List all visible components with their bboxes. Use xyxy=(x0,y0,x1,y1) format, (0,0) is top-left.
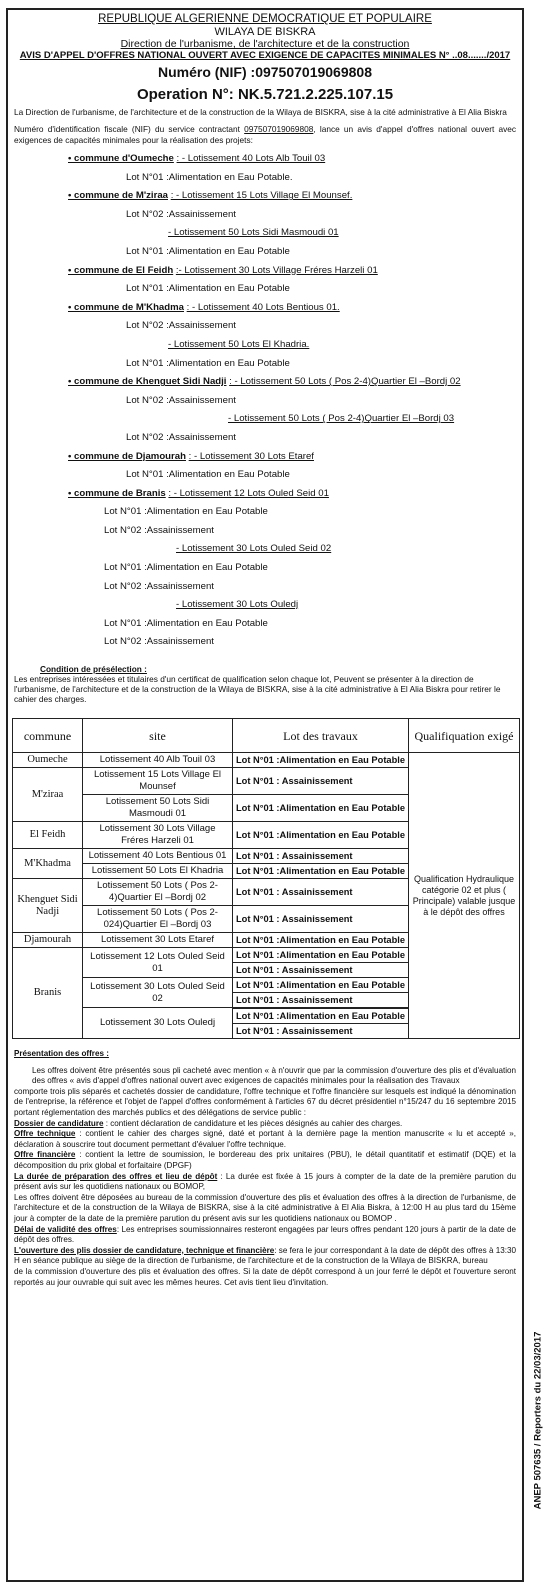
list-item xyxy=(8,373,522,392)
site-name: - Lotissement 30 Lots Ouled Seid 02 xyxy=(176,543,332,555)
site-name: - Lotissement 50 Lots ( Pos 2-4)Quartier El –Bordj 03 xyxy=(228,413,455,425)
list-item: Lot N°01 :Alimentation en Eau Potable xyxy=(104,617,268,629)
nif-number: Numéro (NIF) :097507019069808 xyxy=(157,64,372,80)
lot-cell: Lot N°01 : Assainissement xyxy=(233,993,409,1008)
list-item xyxy=(8,485,522,504)
list-item: Lot N°02 :Assainissement xyxy=(104,580,214,592)
offre-financiere xyxy=(14,1150,516,1171)
lot-cell: Lot N°01 : Assainissement xyxy=(233,906,409,933)
commune-cell: Oumeche xyxy=(13,753,83,768)
project-list xyxy=(8,150,522,652)
site-name: : - Lotissement 40 Lots Alb Touil 03 xyxy=(176,153,326,164)
list-item: Lot N°02 :Assainissement xyxy=(104,636,214,648)
site-cell: Lotissement 30 Lots Village Fréres Harzeli 01 xyxy=(83,822,233,849)
lot-cell: Lot N°01 :Alimentation en Eau Potable xyxy=(233,822,409,849)
site-cell: Lotissement 50 Lots ( Pos 2-024)Quartier El –Bordj 03 xyxy=(83,906,233,933)
column-header: Lot des travaux xyxy=(233,719,409,753)
delai-text: : Les entreprises soumissionnaires resteront engagées par leurs offres pendant 120 jours à partir de la date de dépôt des offres. xyxy=(14,1224,517,1245)
condition-text: Les entreprises intéressées et titulaires d'un certificat de qualification selon chaque lot, Peuvent se présenter à la direction de l'urbanisme, de l'architecture et de la construction de la Wilaya de BISKRA, sise à la cité administrative à El Alia Biskra pour retirer le cahier des charges. xyxy=(14,674,501,705)
site-cell: Lotissement 50 Lots Sidi Masmoudi 01 xyxy=(83,795,233,822)
ouverture-title: L'ouverture des plis dossier de candidature, technique et financière xyxy=(14,1245,275,1255)
site-name: : - Lotissement 15 Lots Village El Mounsef. xyxy=(170,190,353,202)
republic-title: REPUBLIQUE ALGERIENNE DEMOCRATIQUE ET POPULAIRE xyxy=(98,13,432,25)
intro-paragraph-2 xyxy=(14,124,516,146)
lot-cell: Lot N°01 : Assainissement xyxy=(233,1024,409,1039)
list-item xyxy=(8,540,522,559)
list-item xyxy=(8,596,522,615)
list-item xyxy=(8,262,522,281)
table-header-row xyxy=(13,719,520,753)
lot-cell: Lot N°01 :Alimentation en Eau Potable xyxy=(233,948,409,963)
commune-cell: M'ziraa xyxy=(13,768,83,822)
commune-name: • commune de M'ziraa xyxy=(68,190,169,202)
list-item: Lot N°02 :Assainissement xyxy=(104,524,214,536)
commune-cell: Djamourah xyxy=(13,933,83,948)
notice-frame xyxy=(6,8,524,1582)
site-cell: Lotissement 30 Lots Etaref xyxy=(83,933,233,948)
qualification-cell: Qualification Hydraulique catégorie 02 et plus ( Principale) valable jusque à le dépôt des offres xyxy=(409,753,520,1039)
table-row xyxy=(13,753,520,768)
lot-cell: Lot N°01 :Alimentation en Eau Potable xyxy=(233,753,409,768)
list-item: Lot N°01 :Alimentation en Eau Potable. xyxy=(126,171,293,183)
presentation-p3: Les offres doivent être déposées au bureau de la commission d'ouverture des plis et évaluation des offres à la direction de l'urbanisme, de l'architecture et de la construction de la Wilaya de BISKRA, sise à la cité administrative à El Alia Biskra, à 12:00 H au plus tard du 15ème jour à compter de la date de la première parution du présent avis sur les quotidiens nationaux ou BOMOP . xyxy=(14,1192,516,1223)
lot-cell: Lot N°01 : Assainissement xyxy=(233,849,409,864)
site-name: - Lotissement 50 Lots El Khadria. xyxy=(168,338,310,350)
offers-presentation xyxy=(8,1049,522,1288)
site-name: : - Lotissement 30 Lots Etaref xyxy=(188,450,314,462)
list-item: Lot N°01 :Alimentation en Eau Potable xyxy=(126,469,290,481)
lot-cell: Lot N°01 :Alimentation en Eau Potable xyxy=(233,864,409,879)
offre-financiere-title: Offre financière xyxy=(14,1150,76,1160)
list-item: Lot N°01 :Alimentation en Eau Potable xyxy=(104,506,268,518)
wilaya-title: WILAYA DE BISKRA xyxy=(214,26,316,38)
site-name: - Lotissement 30 Lots Ouledj xyxy=(176,599,299,611)
list-item xyxy=(8,224,522,243)
intro-text xyxy=(8,107,522,146)
commune-name: • commune de Djamourah xyxy=(68,450,186,462)
dossier-title: Dossier de candidature xyxy=(14,1118,104,1128)
presentation-p1: Les offres doivent être présentés sous pli cacheté avec mention « à n'ouvrir que par la commission d'ouverture des plis et d'évaluation des offres « avis d'appel d'offres national ouvert avec exigences de capacités minimales pour la réalisation des Travaux xyxy=(32,1065,516,1086)
lot-cell: Lot N°01 :Alimentation en Eau Potable xyxy=(233,795,409,822)
site-name: - Lotissement 50 Lots Sidi Masmoudi 01 xyxy=(168,227,339,239)
list-item: Lot N°02 :Assainissement xyxy=(126,394,236,406)
ouverture-text: : se fera le jour correspondant à la date de dépôt des offres à 13:30 H en séance publique au siège de la direction de l'urbanisme, de l'architecture et de la construction de la Wilaya de BISKRA, bureau xyxy=(14,1245,516,1266)
site-cell: Lotissement 40 Lots Bentious 01 xyxy=(83,849,233,864)
commune-cell: El Feidh xyxy=(13,822,83,849)
list-item xyxy=(8,336,522,355)
commune-name: • commune d'Oumeche xyxy=(68,153,174,164)
intro-paragraph-1: La Direction de l'urbanisme, de l'architecture et de la construction de la Wilaya de BISKRA, sise à la cité administrative à El Alia Biskra xyxy=(14,107,507,117)
lots-table xyxy=(12,718,520,1039)
offre-technique xyxy=(14,1129,516,1150)
duree-preparation xyxy=(14,1172,516,1193)
presentation-p4: de la commission d'ouverture des plis et évaluation des offres. Si la date de dépôt correspond à un jour ferré le dépôt et l'ouverture seront reportés au jour ouvrable qui suit avec les mêmes heures. Cet avis tient lieu d'invitation. xyxy=(14,1266,516,1287)
list-item: Lot N°01 :Alimentation en Eau Potable xyxy=(126,245,290,257)
lot-cell: Lot N°01 : Assainissement xyxy=(233,879,409,906)
list-item xyxy=(8,410,522,429)
site-cell: Lotissement 50 Lots El Khadria xyxy=(83,864,233,879)
publication-reference xyxy=(530,1260,546,1585)
offre-technique-title: Offre technique xyxy=(14,1129,76,1139)
lot-cell: Lot N°01 :Alimentation en Eau Potable xyxy=(233,1009,409,1024)
commune-cell: Khenguet Sidi Nadji xyxy=(13,879,83,933)
avis-title: AVIS D'APPEL D'OFFRES NATIONAL OUVERT AVEC EXIGENCE DE CAPACITES MINIMALES N° ..08......./2017 xyxy=(19,50,511,61)
presentation-p2: comporte trois plis séparés et cachetés dossier de candidature, l'offre technique et l'offre financière sur lesquels est indiqué la dénomination de l'entreprise, la référence et l'objet de l'appel d'offres conformément à l'articles 67 du décret présidentiel n°15/247 du 16 septembre 2015 portant réglementation des marchés publics et des délégations de service public : xyxy=(14,1086,516,1117)
lot-cell: Lot N°01 : Assainissement xyxy=(233,963,409,978)
commune-name: • commune de Khenguet Sidi Nadji xyxy=(68,376,227,388)
duree-text: : La durée est fixée à 15 jours à compter de la date de la première parution du présent avis sur les quotidiens nationaux ou BOMOP, xyxy=(14,1171,516,1192)
site-name: :- Lotissement 30 Lots Village Fréres Harzeli 01 xyxy=(175,264,378,276)
commune-cell: M'Khadma xyxy=(13,849,83,879)
column-header: site xyxy=(83,719,233,753)
intro-p2-start: Numéro d'identification fiscale (NIF) du service contractant xyxy=(14,124,245,134)
commune-name: • commune de M'Khadma xyxy=(68,301,184,313)
list-item: Lot N°02 :Assainissement xyxy=(126,320,236,332)
notice-header xyxy=(8,13,522,104)
site-name: : - Lotissement 50 Lots ( Pos 2-4)Quartier El –Bordj 02 xyxy=(229,376,461,388)
condition-title: Condition de présélection : xyxy=(40,664,147,675)
presentation-title: Présentation des offres : xyxy=(14,1049,109,1059)
site-cell: Lotissement 30 Lots Ouled Seid 02 xyxy=(83,978,233,1008)
dossier-text: : contient déclaration de candidature et les pièces désignés au cahier des charges. xyxy=(103,1118,403,1128)
offre-financiere-text: : contient la lettre de soumission, le bordereau des prix unitaires (PBU), le détail quantitatif et estimatif (DQE) et la décomposition du prix global et forfaitaire (DPGF) xyxy=(14,1150,517,1170)
commune-name: • commune de El Feidh xyxy=(68,264,174,276)
duree-title: La durée de préparation des offres et lieu de dépôt xyxy=(14,1171,218,1181)
site-name: : - Lotissement 40 Lots Bentious 01. xyxy=(186,301,340,313)
delai-validite xyxy=(14,1225,516,1246)
list-item xyxy=(8,299,522,318)
intro-nif: 097507019069808 xyxy=(244,124,314,134)
site-name: : - Lotissement 12 Lots Ouled Seid 01 xyxy=(168,487,329,499)
lot-cell: Lot N°01 : Assainissement xyxy=(233,768,409,795)
list-item xyxy=(8,150,522,169)
site-cell: Lotissement 30 Lots Ouledj xyxy=(83,1008,233,1039)
site-cell: Lotissement 15 Lots Village El Mounsef xyxy=(83,768,233,795)
dossier-candidature xyxy=(14,1119,516,1130)
commune-name: • commune de Branis xyxy=(68,487,166,499)
ouverture-plis xyxy=(14,1246,516,1267)
list-item: Lot N°02 :Assainissement xyxy=(126,208,236,220)
column-header: Qualifiquation exigé xyxy=(409,719,520,753)
lot-cell: Lot N°01 :Alimentation en Eau Potable xyxy=(233,933,409,948)
offre-technique-text: : contient le cahier des charges signé, daté et portant à la dernière page la mention manuscrite « lu et accepté », déclaration à souscrire tout document permettant d'évaluer l'offre technique. xyxy=(14,1129,517,1149)
list-item xyxy=(8,187,522,206)
list-item: Lot N°01 :Alimentation en Eau Potable xyxy=(126,283,290,295)
operation-number: Operation N°: NK.5.721.2.225.107.15 xyxy=(136,86,394,103)
publication-reference-text: ANEP 507635 / Reporters du 22/03/2017 xyxy=(532,1331,544,1510)
delai-title: Délai de validité des offres xyxy=(14,1224,117,1234)
list-item: Lot N°02 :Assainissement xyxy=(126,431,236,443)
preselection-condition xyxy=(8,664,522,704)
site-cell: Lotissement 40 Alb Touil 03 xyxy=(83,753,233,768)
intro-p2-end: , lance un avis d'appel d'offres national ouvert avec exigences de capacités minimales pour la réalisation des projets: xyxy=(14,124,516,145)
lot-cell: Lot N°01 :Alimentation en Eau Potable xyxy=(233,978,409,993)
list-item: Lot N°01 :Alimentation en Eau Potable xyxy=(104,562,268,574)
column-header: commune xyxy=(13,719,83,753)
list-item xyxy=(8,448,522,467)
site-cell: Lotissement 12 Lots Ouled Seid 01 xyxy=(83,948,233,978)
commune-cell: Branis xyxy=(13,948,83,1039)
list-item: Lot N°01 :Alimentation en Eau Potable xyxy=(126,357,290,369)
direction-title: Direction de l'urbanisme, de l'architecture et de la construction xyxy=(120,38,410,50)
site-cell: Lotissement 50 Lots ( Pos 2-4)Quartier El –Bordj 02 xyxy=(83,879,233,906)
